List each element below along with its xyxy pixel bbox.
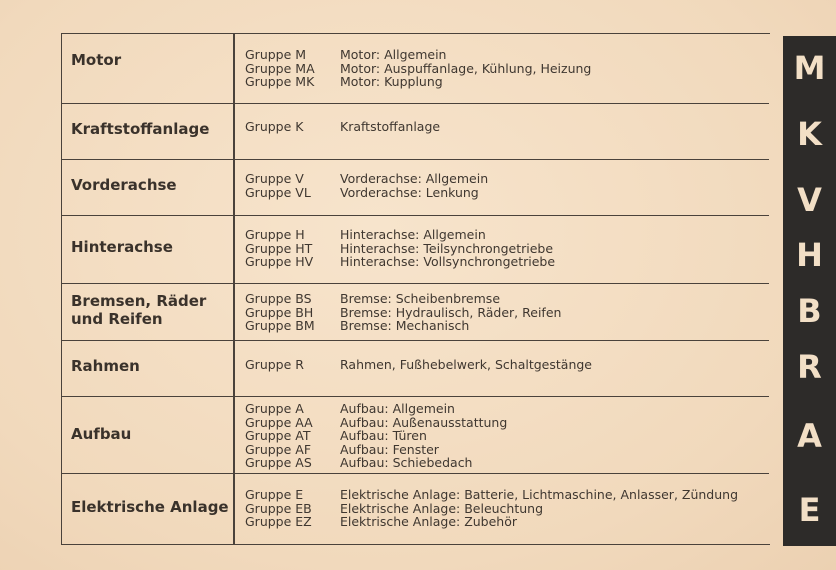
table-row [61,216,769,284]
table-row [61,474,769,544]
group-code: Gruppe AS [245,455,312,470]
group-code: Gruppe HV [245,254,314,269]
index-tab-a[interactable]: A [797,417,822,455]
group-codes [245,292,340,333]
group-description: Aufbau: Allgemein [340,401,455,416]
group-codes [245,488,340,529]
table-row [61,397,769,474]
group-code: Gruppe MA [245,60,315,76]
group-code: Gruppe BM [245,318,315,333]
group-codes [245,172,340,199]
table-row [61,33,769,104]
category-label-line: Motor [71,51,122,69]
category-label-line: Kraftstoffanlage [71,120,210,138]
category-label-line: Vorderachse [71,176,177,194]
group-code: Gruppe BS [245,291,312,306]
index-tab-h[interactable]: H [796,236,823,274]
group-code: Gruppe VL [245,184,311,200]
category-label-line: Rahmen [71,357,140,375]
group-codes [245,228,340,269]
group-code: Gruppe AA [245,414,313,430]
group-descriptions [340,172,770,199]
group-description: Hinterachse: Allgemein [340,227,486,242]
group-description: Aufbau: Türen [340,428,427,443]
group-codes [245,120,340,134]
category-label-line: Bremsen, Räder [71,292,207,310]
category-label [71,176,236,194]
group-code: Gruppe K [245,119,304,134]
category-label [71,238,236,256]
index-tab-m[interactable]: M [793,49,826,87]
group-code: Gruppe BH [245,304,314,320]
group-description: Elektrische Anlage: Beleuchtung [340,500,544,516]
group-descriptions [340,48,770,89]
group-description: Motor: Allgemein [340,47,447,62]
group-codes [245,358,340,372]
group-descriptions [340,488,770,529]
group-code: Gruppe V [245,171,304,186]
table-row [61,104,769,160]
index-tab-bar [783,36,836,546]
group-descriptions [340,402,770,470]
group-codes [245,48,340,89]
index-tab-b[interactable]: B [797,292,822,330]
category-label [71,51,236,69]
index-tab-v[interactable]: V [797,181,822,219]
group-code: Gruppe HT [245,240,313,256]
group-code: Gruppe M [245,47,307,62]
group-code: Gruppe AT [245,428,311,443]
index-tab-e[interactable]: E [798,491,821,529]
group-code: Gruppe H [245,227,305,242]
group-code: Gruppe A [245,401,304,416]
category-label-line: und Reifen [71,310,163,328]
group-description: Vorderachse: Allgemein [340,171,489,186]
group-description: Hinterachse: Teilsynchrongetriebe [340,240,554,256]
group-code: Gruppe EB [245,500,312,516]
group-descriptions [340,292,770,333]
group-description: Vorderachse: Lenkung [340,184,479,200]
group-description: Bremse: Scheibenbremse [340,291,501,306]
table-row [61,284,769,341]
category-label-line: Hinterachse [71,238,173,256]
group-descriptions [340,120,770,134]
category-label [71,292,236,328]
group-description: Rahmen, Fußhebelwerk, Schaltgestänge [340,357,592,372]
category-label-line: Elektrische Anlage [71,498,229,516]
index-tab-r[interactable]: R [797,348,822,386]
group-description: Motor: Kupplung [340,74,443,89]
group-description: Hinterachse: Vollsynchrongetriebe [340,254,556,269]
group-description: Aufbau: Schiebedach [340,455,473,470]
group-description: Aufbau: Fenster [340,441,439,457]
index-tab-k[interactable]: K [797,115,822,153]
group-codes [245,402,340,470]
group-code: Gruppe R [245,357,304,372]
category-label [71,357,236,375]
group-descriptions [340,228,770,269]
table-row [61,160,769,216]
group-code: Gruppe AF [245,441,312,457]
group-description: Elektrische Anlage: Batterie, Lichtmaschine, Anlasser, Zündung [340,487,739,502]
category-label [71,120,236,138]
group-code: Gruppe E [245,487,304,502]
category-label [71,498,236,516]
category-label-line: Aufbau [71,425,132,443]
table-row [61,341,769,397]
group-description: Elektrische Anlage: Zubehör [340,514,518,529]
group-code: Gruppe MK [245,74,315,89]
group-description: Aufbau: Außenausstattung [340,414,508,430]
group-description: Bremse: Hydraulisch, Räder, Reifen [340,304,562,320]
category-label [71,425,236,443]
group-description: Motor: Auspuffanlage, Kühlung, Heizung [340,60,592,76]
group-description: Bremse: Mechanisch [340,318,470,333]
group-description: Kraftstoffanlage [340,119,441,134]
group-code: Gruppe EZ [245,514,312,529]
group-descriptions [340,358,770,372]
